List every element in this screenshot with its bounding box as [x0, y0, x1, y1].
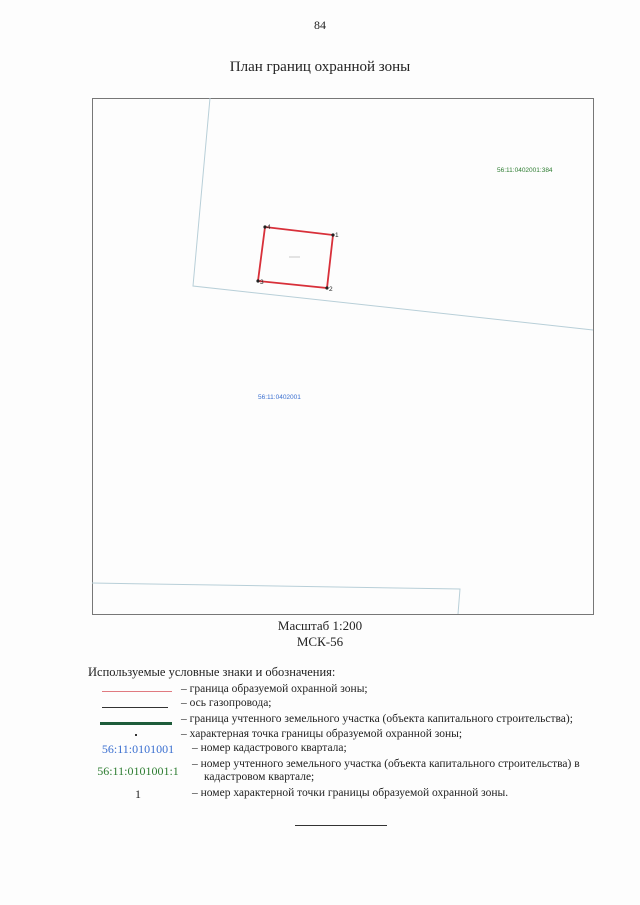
point-label-1: 1 — [335, 232, 339, 239]
parcel-boundary-line-bottom — [92, 583, 460, 614]
legend-title: Используемые условные знаки и обозначения: — [88, 665, 336, 679]
parcel-line-sample — [100, 722, 172, 725]
map-frame — [93, 99, 594, 615]
parcel-boundary-line — [193, 98, 593, 330]
scale-text: Масштаб 1:200 — [277, 618, 363, 633]
zone-line-sample — [102, 691, 172, 692]
scale-block — [0, 618, 640, 650]
point-label-3: 3 — [260, 279, 264, 286]
quarter-number-label: 56:11:0402001 — [258, 394, 301, 401]
page-title: План границ охранной зоны — [229, 59, 411, 75]
protection-zone-polygon — [258, 227, 333, 288]
point-label-2: 2 — [329, 286, 333, 293]
page-number: 84 — [314, 18, 326, 32]
point-label-4: 4 — [267, 224, 271, 231]
crs-text: МСК-56 — [296, 634, 344, 649]
characteristic-points — [256, 225, 334, 289]
signature-line — [295, 825, 387, 826]
document-page: 84 План границ охранной зоны 1 2 3 4 56:11:0402001:384 56:11:0402001 Масштаб 1:200 МСК-56 Используемые условные знаки и обозначения: – граница образуемой охранной зоны; – ось газопровода; – граница учтенного земельного участка (объекта капитального строительства); – характерная точка границы образуемой охранной зоны; 56:11:0101001 – номер кадастрового квартала; 56:11:0101001:1 – номер учтенного земельного участка (объекта капитального строительства) в кадастровом квартале; 1 – номер характерной точки границы образуемой охранной зоны. — [0, 0, 640, 905]
point-sample-icon — [135, 734, 137, 736]
parcel-number-label: 56:11:0402001:384 — [497, 167, 553, 174]
pipeline-line-sample — [102, 707, 168, 708]
